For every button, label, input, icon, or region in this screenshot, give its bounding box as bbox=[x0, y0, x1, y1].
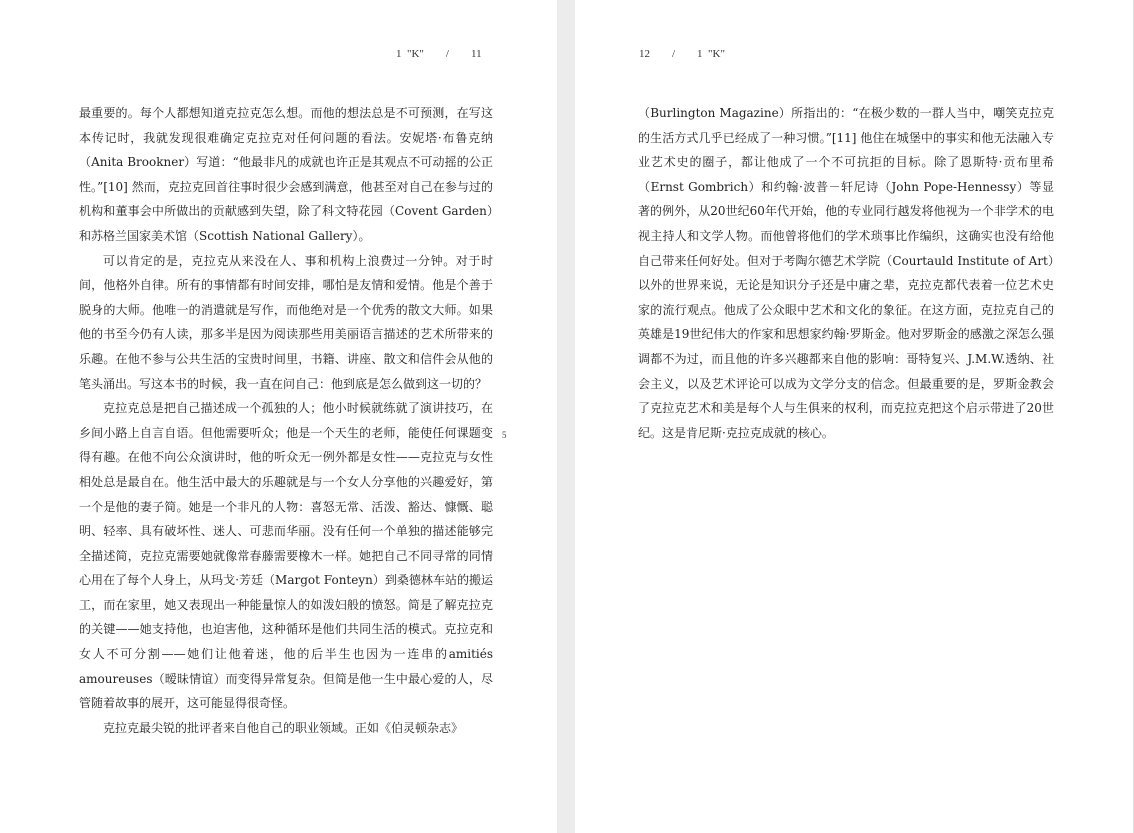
paragraph: 克拉克总是把自己描述成一个孤独的人；他小时候就练就了演讲技巧，在乡间小路上自言自语。但他需要听众；他是一个天生的老师，能使任何课题变得有趣。在他不向公众演讲时，他的听众无一例外都是女性——克拉克与女性相处总是最自在。他生活中最大的乐趣就是与一个女人分享他的兴趣爱好，第一个是他的妻子简。她是一个非凡的人物：喜怒无常、活泼、豁达、慷慨、聪明、轻率、具有破坏性、迷人、可悲而华丽。没有任何一个单独的描述能够完全描述简，克拉克需要她就像常春藤需要橡木一样。她把自己不同寻常的同情心用在了每个人身上，从玛戈·芳廷（Margot Fonteyn）到桑德林车站的搬运工，而在家里，她又表现出一种能量惊人的如泼妇般的愤怒。简是了解克拉克的关键——她支持他，也迫害他，这种循环是他们共同生活的模式。克拉克和女人不可分割——她们让他着迷，他的后半生也因为一连串的amitiés amoureuses（暧昧情谊）而变得异常复杂。但简是他一生中最心爱的人，尽管随着故事的展开，这可能显得很奇怪。 bbox=[79, 401, 493, 711]
paragraph: （Burlington Magazine）所指出的：“在极少数的一群人当中，嘲笑克拉克的生活方式几乎已经成了一种习惯。”[11] 他住在城堡中的事实和他无法融入专业艺术史的圈子，都让他成了一个不可抗拒的目标。除了恩斯特·贡布里希（Ernst Gombrich）和约翰·波普－轩尼诗（John Pope-Hennessy）等显著的例外，从20世纪60年代开始，他的专业同行越发将他视为一个非学术的电视主持人和文学人物。而他曾将他们的学术琐事比作编织，这确实也没有给他自己带来任何好处。但对于考陶尔德艺术学院（Courtauld Institute of Art）以外的世界来说，无论是知识分子还是中庸之辈，克拉克都代表着一位艺术史家的流行观点。他成了公众眼中艺术和文化的象征。在这方面，克拉克自己的英雄是19世纪伟大的作家和思想家约翰·罗斯金。他对罗斯金的感激之深怎么强调都不为过，而且他的许多兴趣都来自他的影响：哥特复兴、J.M.W.透纳、社会主义，以及艺术评论可以成为文学分支的信念。但最重要的是，罗斯金教会了克拉克艺术和美是每个人与生俱来的权利，而克拉克把这个启示带进了20世纪。这是肯尼斯·克拉克成就的核心。 bbox=[638, 106, 1054, 440]
paragraph: 最重要的。每个人都想知道克拉克怎么想。而他的想法总是不可预测，在写这本传记时，我就发现很难确定克拉克对任何问题的看法。安妮塔·布鲁克纳（Anita Brookner）写道：“他最非凡的成就也许正是其观点不可动摇的公正性。”[10] 然而，克拉克回首往事时很少会感到满意，他甚至对自己在参与过的机构和董事会中所做出的贡献感到失望，除了科文特花园（Covent Garden）和苏格兰国家美术馆（Scottish National Gallery）。 bbox=[79, 106, 493, 243]
page-gap bbox=[557, 0, 575, 833]
right-page bbox=[575, 0, 1134, 833]
paragraph: 克拉克最尖锐的批评者来自他自己的职业领域。正如《伯灵顿杂志》 bbox=[103, 720, 464, 735]
left-page-header: 1 "K" / 11 bbox=[396, 48, 482, 60]
right-page-header: 12 / 1 "K" bbox=[639, 48, 725, 60]
left-page bbox=[0, 0, 557, 833]
paragraph: 可以肯定的是，克拉克从来没在人、事和机构上浪费过一分钟。对于时间，他格外自律。所有的事情都有时间安排，哪怕是友情和爱情。他是个善于脱身的大师。他唯一的消遣就是写作，而他绝对是一个优秀的散文大师。如果他的书至今仍有人读，那多半是因为阅读那些用美丽语言描述的艺术所带来的乐趣。在他不参与公共生活的宝贵时间里，书籍、讲座、散文和信件会从他的笔头涌出。写这本书的时候，我一直在问自己：他到底是怎么做到这一切的？ bbox=[79, 253, 493, 391]
margin-number: 5 bbox=[502, 430, 507, 440]
left-page-body bbox=[79, 101, 493, 740]
right-page-body bbox=[638, 101, 1054, 445]
